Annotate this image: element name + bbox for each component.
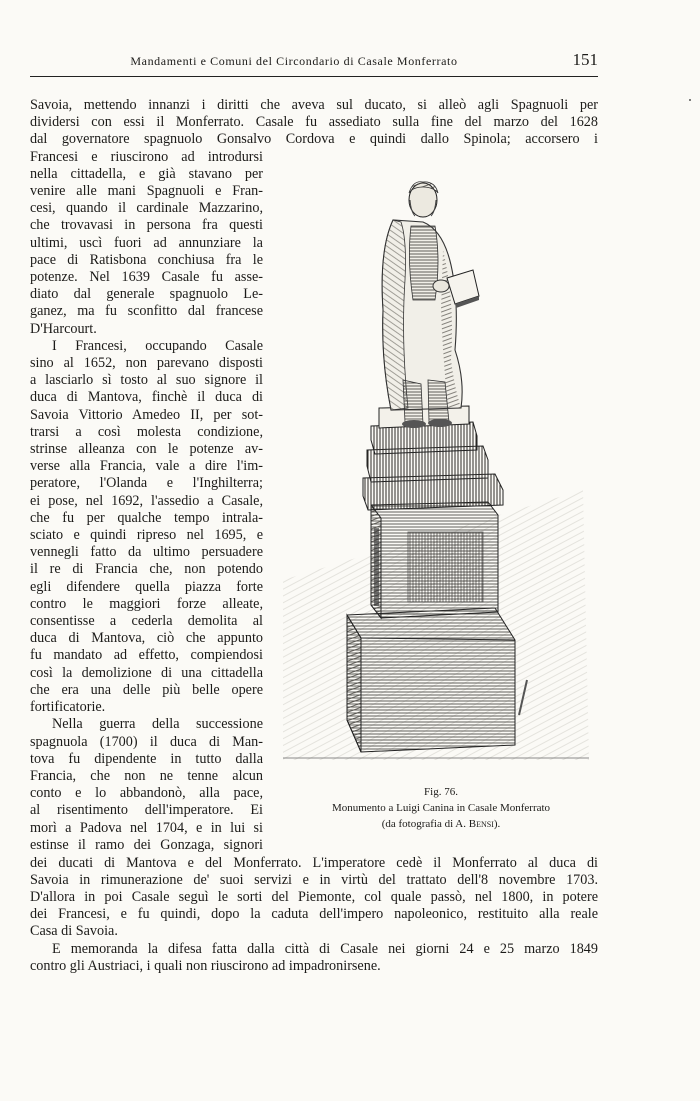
- text-line: al risentimento dell'imperatore. Ei: [30, 802, 263, 819]
- text-line: consentisse a cederla demolita al: [30, 613, 263, 630]
- text-line: I Francesi, occupando Casale: [52, 337, 263, 354]
- text-line: Francesi e riuscirono ad introdursi: [30, 148, 263, 165]
- pedestal: [347, 406, 515, 752]
- opening-lines: [30, 97, 598, 149]
- paragraph-guerra: [30, 716, 263, 836]
- text-line: duca di Mantova, finchè il duca di: [30, 389, 263, 406]
- text-line: dei ducati di Mantova e del Monferrato. L'imperatore cedè il Monferrato al duca di: [30, 854, 598, 871]
- figure-credit: [288, 816, 594, 832]
- running-title: Mandamenti e Comuni del Circondario di Casale Monferrato: [130, 54, 458, 68]
- text-line: spagnuola (1700) il duca di Man-: [30, 733, 263, 750]
- text-line: nella cittadella, e già stavano per: [30, 165, 263, 182]
- text-line: dei Francesi, e fu quindi, dopo la caduta dell'impero napoleonico, restituito alla reale: [30, 906, 598, 923]
- text-line: E memoranda la difesa fatta dalla città di Casale nei giorni 24 e 25 marzo 1849: [52, 940, 598, 957]
- text-line: sciato e quindi ripreso nel 1695, e: [30, 527, 263, 544]
- text-line: il re di Francia che, non potendo: [30, 561, 263, 578]
- text-line: trarsi a così molesta condizione,: [30, 423, 263, 440]
- text-line: fu mandato ad effetto, compiendosi: [30, 647, 263, 664]
- credit-suffix: ).: [493, 818, 501, 830]
- text-line: contro gli Austriaci, i quali non riuscirono ad impadronirsene.: [30, 957, 381, 974]
- text-line: che era una delle più belle opere: [30, 681, 263, 698]
- text-line: ultimi, uscì fuori ad annunziare la: [30, 234, 263, 251]
- text-line: cesi, quando il cardinale Mazzarino,: [30, 200, 263, 217]
- inscription-panel: [408, 532, 483, 602]
- text-line: estinse il ramo dei Gonzaga, signori: [30, 837, 263, 854]
- paragraph-francesi: [30, 338, 263, 716]
- paragraph-continued: [30, 149, 263, 338]
- text-line: verse alla Francia, vale a dire l'im-: [30, 458, 263, 475]
- text-line: Savoia in rimunerazione de' suoi servizi e in virtù del trattato dell'8 novembre 1703.: [30, 871, 598, 888]
- text-line: ganez, ma fu sconfitto dal francese: [30, 303, 263, 320]
- text-line: Francia, che non ne tenne alcun: [30, 767, 263, 784]
- text-line: Casa di Savoia.: [30, 923, 118, 940]
- narrow-column: [30, 149, 263, 837]
- page-number: 151: [572, 50, 598, 69]
- statue-figure: [382, 182, 479, 428]
- figure-title: Monumento a Luigi Canina in Casale Monferrato: [331, 802, 551, 814]
- text-line: dal governatore spagnuolo Gonsalvo Cordova e quindi dallo Spinola; accorsero i: [30, 131, 598, 148]
- monument-engraving: [283, 160, 589, 770]
- text-line: Nella guerra della successione: [52, 716, 263, 733]
- figure-label: Fig. 76.: [424, 786, 458, 798]
- text-line: vennegli fatto da ultimo persuadere: [30, 544, 263, 561]
- header-rule: [30, 76, 598, 77]
- text-line: che trovavasi in persona fra questi: [30, 217, 263, 234]
- text-line: così la demolizione di una cittadella: [30, 664, 263, 681]
- text-line: venire alle mani Spagnuoli e Fran-: [30, 183, 263, 199]
- text-line: tova fu dipendente in tutto dalla: [30, 750, 263, 767]
- text-line: duca di Mantova, ciò che appunto: [30, 630, 263, 647]
- text-line: D'allora in poi Casale seguì le sorti del Piemonte, col quale passò, nel 1800, in potere: [30, 889, 598, 905]
- running-header: [30, 50, 598, 72]
- credit-prefix: (da fotografia di A.: [381, 818, 469, 830]
- text-line: a lasciarlo sì tosto al suo signore il: [30, 372, 263, 389]
- text-line: strinse alleanza con le potenze av-: [30, 441, 263, 458]
- text-line: potenze. Nel 1639 Casale fu asse-: [30, 269, 263, 286]
- speck: [689, 99, 691, 101]
- credit-name: Bensi: [468, 818, 494, 830]
- text-line: che fu per qualche tempo intrala-: [30, 509, 263, 526]
- text-line: contro le maggiori forze alleate,: [30, 595, 263, 612]
- text-line: D'Harcourt.: [30, 320, 97, 337]
- text-line: egli difendere quella piazza forte: [30, 578, 263, 595]
- closing-text: [30, 837, 598, 975]
- text-line: morì a Padova nel 1704, e in lui si: [30, 819, 263, 836]
- figure-caption: [288, 784, 594, 832]
- text-line: sino al 1652, non parevano disposti: [30, 355, 263, 372]
- text-line: Savoia, mettendo innanzi i diritti che aveva sul ducato, si alleò agli Spagnuoli per: [30, 97, 598, 113]
- text-line: fortificatorie.: [30, 699, 106, 716]
- text-line: ei pose, nel 1692, l'assedio a Casale,: [30, 492, 263, 509]
- text-line: peratore, l'Olanda e l'Inghilterra;: [30, 475, 263, 492]
- text-line: conto e lo abbandonò, alla pace,: [30, 785, 263, 802]
- text-line: dividersi con essi il Monferrato. Casale fu assediato sulla fine del marzo del 1628: [30, 114, 598, 131]
- text-line: pace di Ratisbona conchiusa fra le: [30, 251, 263, 268]
- text-line: Savoia Vittorio Amedeo II, per sot-: [30, 406, 263, 423]
- text-line: diato dal generale spagnuolo Le-: [30, 286, 263, 303]
